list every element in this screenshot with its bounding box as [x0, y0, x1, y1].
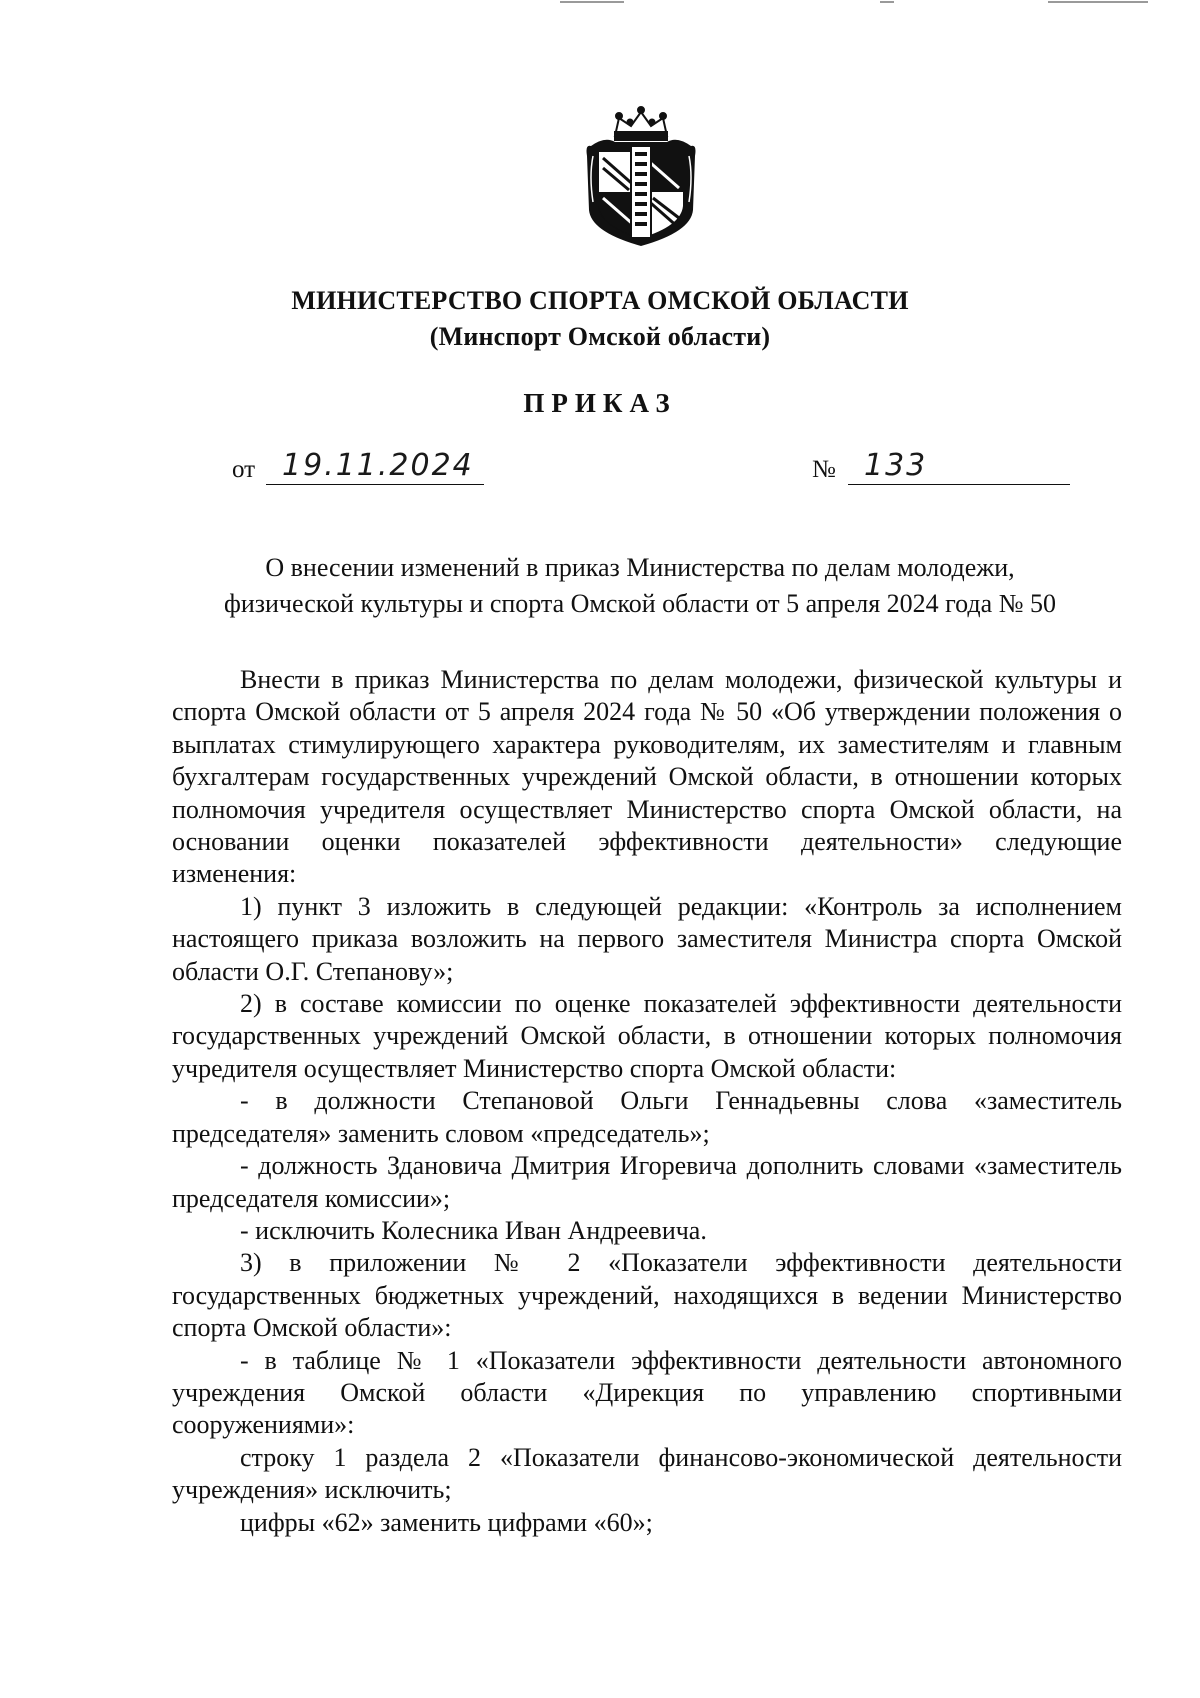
document-subject: [160, 550, 1120, 622]
body-paragraph: - в должности Степановой Ольги Геннадьевны слова «заместитель председателя» заменить словом «председатель»;: [172, 1086, 1122, 1148]
body-paragraph: 3) в приложении № 2 «Показатели эффективности деятельности государственных бюджетных учреждений, находящихся в ведении Министерство спорта Омской области»:: [172, 1248, 1122, 1343]
body-paragraph: - в таблице № 1 «Показатели эффективности деятельности автономного учреждения Омской области «Дирекция по управлению спортивными сооружениями»:: [172, 1345, 1122, 1440]
date-prefix: от: [232, 456, 256, 483]
organization-short-name: (Минспорт Омской области): [429, 322, 771, 351]
body-paragraph: Внести в приказ Министерства по делам молодежи, физической культуры и спорта Омской области от 5 апреля 2024 года № 50 «Об утверждении положения о выплатах стимулирующего характера руководителям, их заместителям и главным бухгалтерам государственных учреждений Омской области, в отношении которых полномочия учредителя осуществляет Министерство спорта Омской области, на основании оценки показателей эффективности деятельности» следующие изменения:: [172, 665, 1122, 889]
body-paragraph: - должность Здановича Дмитрия Игоревича дополнить словами «заместитель председателя комиссии»;: [172, 1151, 1122, 1213]
body-paragraph: 1) пункт 3 изложить в следующей редакции: «Контроль за исполнением настоящего приказа возложить на первого заместителя Министра спорта Омской области О.Г. Степанову»;: [172, 891, 1122, 986]
date-underline: [266, 484, 484, 485]
body-paragraph: цифры «62» заменить цифрами «60»;: [240, 1507, 653, 1537]
body-paragraph: строку 1 раздела 2 «Показатели финансово-экономической деятельности учреждения» исключить;: [172, 1442, 1122, 1505]
subject-line: О внесении изменений в приказ Министерства по делам молодежи,: [265, 553, 1015, 582]
date-value: 19.11.2024: [282, 448, 474, 483]
number-value: 133: [864, 448, 928, 483]
scan-artifacts: [0, 0, 1200, 6]
document-type: ПРИКАЗ: [523, 388, 677, 418]
coat-of-arms-icon: [581, 106, 701, 250]
number-underline: [848, 484, 1070, 485]
subject-line: физической культуры и спорта Омской области от 5 апреля 2024 года № 50: [223, 589, 1057, 618]
organization-name: МИНИСТЕРСТВО СПОРТА ОМСКОЙ ОБЛАСТИ: [291, 286, 909, 315]
number-prefix: №: [812, 456, 836, 483]
body-paragraph: 2) в составе комиссии по оценке показателей эффективности деятельности государственных учреждений Омской области, в отношении которых полномочия учредителя осуществляет Министерство спорта Омской области:: [172, 989, 1122, 1083]
document-body: [172, 664, 1122, 1539]
body-paragraph: - исключить Колесника Иван Андреевича.: [240, 1215, 707, 1245]
